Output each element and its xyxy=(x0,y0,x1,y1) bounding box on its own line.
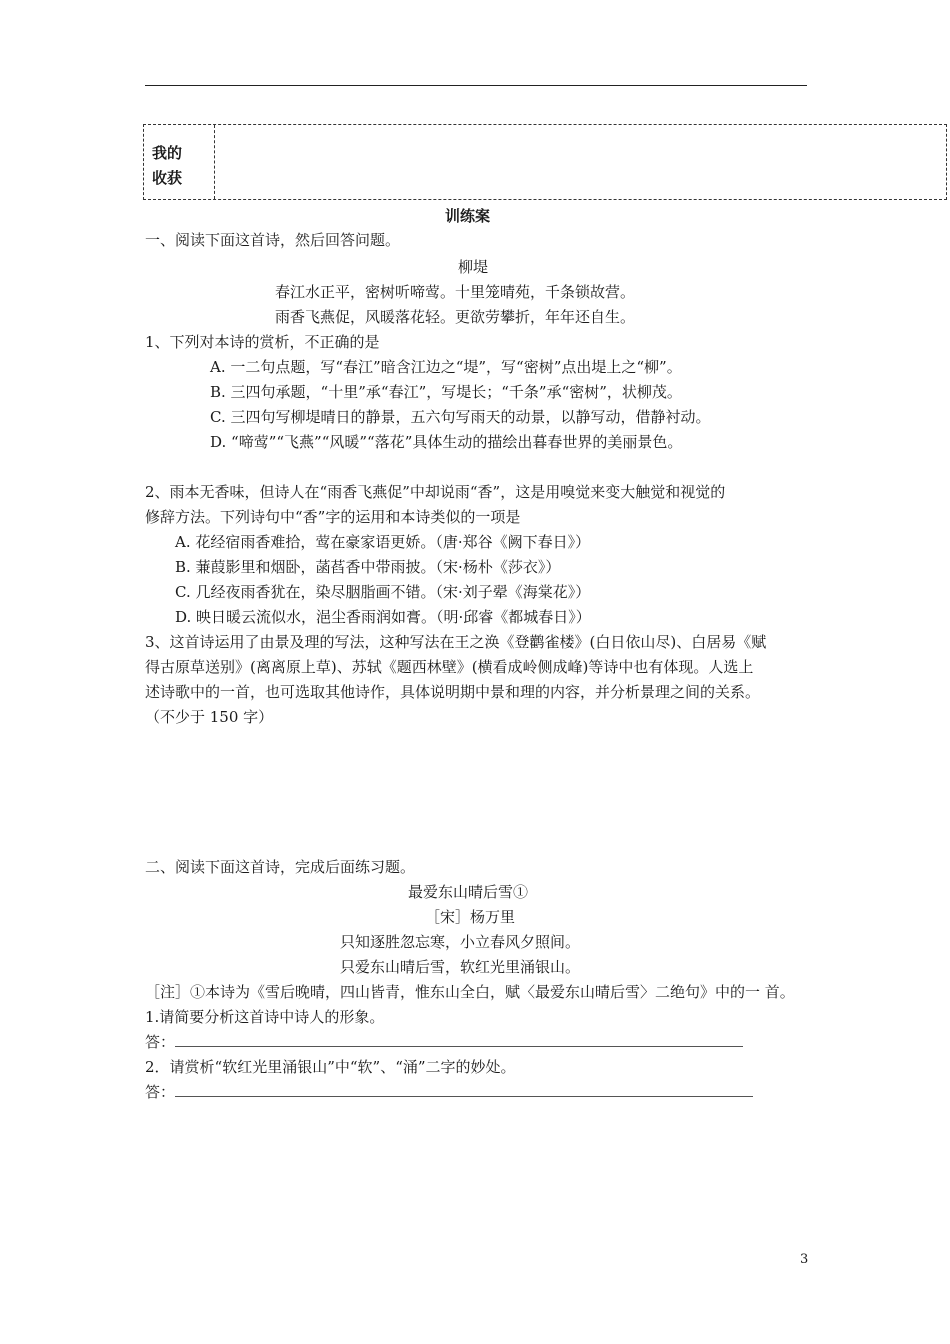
q2-stem-line1: 2、雨本无香味，但诗人在“雨香飞燕促”中却说雨“香”，这是用嗅觉来变大触觉和视觉的 xyxy=(145,483,726,501)
part1-poem-line2: 雨香飞燕促，风暖落花轻。更欲劳攀折，年年还自生。 xyxy=(275,308,636,326)
q2-option-c: C. 几经夜雨香犹在，染尽胭脂画不错。（宋·刘子翚《海棠花》） xyxy=(175,583,591,601)
page-number: 3 xyxy=(800,1252,809,1267)
q3-line4: （不少于 150 字） xyxy=(145,708,274,726)
q2-option-d: D. 映日暖云流似水，浥尘香雨润如膏。（明·邱睿《都城春日》） xyxy=(175,608,591,626)
answer-row-2 xyxy=(145,1080,753,1104)
part2-intro: 二、阅读下面这首诗，完成后面练习题。 xyxy=(145,858,416,876)
part1-intro: 一、阅读下面这首诗，然后回答问题。 xyxy=(145,231,401,249)
q2-stem-line2: 修辞方法。下列诗句中“香”字的运用和本诗类似的一项是 xyxy=(145,508,521,526)
part2-q2: 2．请赏析“软红光里涌银山”中“软”、“涌”二字的妙处。 xyxy=(145,1058,516,1076)
answer-label-2: 答： xyxy=(145,1083,176,1101)
header-rule xyxy=(145,85,807,86)
answer-label-1: 答： xyxy=(145,1033,176,1051)
q3-line2: 得古原草送别》(离离原上草)、苏轼《题西林壁》(横看成岭侧成峰)等诗中也有体现。人选上 xyxy=(145,658,754,676)
part2-poem-author: ［宋］杨万里 xyxy=(425,908,516,926)
q1-option-a: A. 一二句点题，写“春江”暗含江边之“堤”，写“密树”点出堤上之“柳”。 xyxy=(210,358,682,376)
q2-option-b: B. 蒹葭影里和烟卧，菡萏香中带雨披。（宋·杨朴《莎衣》） xyxy=(175,558,561,576)
q2-option-a: A. 花经宿雨香难拾，莺在豪家语更娇。（唐·郑谷《阙下春日》） xyxy=(175,533,591,551)
q1-option-c: C. 三四句写柳堤晴日的静景，五六句写雨天的动景，以静写动，借静衬动。 xyxy=(210,408,711,426)
section-title: 训练案 xyxy=(445,207,491,225)
harvest-box xyxy=(143,124,947,200)
harvest-label-line1: 我的 xyxy=(152,144,183,162)
q1-option-b: B. 三四句承题，“十里”承“春江”，写堤长；“千条”承“密树”，状柳茂。 xyxy=(210,383,682,401)
harvest-label xyxy=(152,141,182,191)
q3-line1: 3、这首诗运用了由景及理的写法，这种写法在王之涣《登鹳雀楼》(白日依山尽)、白居易《赋 xyxy=(145,633,767,651)
q1-stem: 1、下列对本诗的赏析，不正确的是 xyxy=(145,333,380,351)
answer-blank-2[interactable] xyxy=(175,1082,753,1097)
part2-poem-line2: 只爱东山晴后雪，软红光里涌银山。 xyxy=(340,958,581,976)
q1-option-d: D. “啼莺”“飞燕”“风暖”“落花”具体生动的描绘出暮春世界的美丽景色。 xyxy=(210,433,683,451)
part2-note: ［注］①本诗为《雪后晚晴，四山皆青，惟东山全白，赋〈最爱东山晴后雪〉二绝句》中的一 首。 xyxy=(145,983,795,1001)
answer-blank-1[interactable] xyxy=(175,1032,743,1047)
harvest-label-line2: 收获 xyxy=(152,169,183,187)
part2-q1: 1.请简要分析这首诗中诗人的形象。 xyxy=(145,1008,385,1026)
harvest-box-divider xyxy=(214,125,215,199)
q3-line3: 述诗歌中的一首，也可选取其他诗作，具体说明期中景和理的内容，并分析景理之间的关系。 xyxy=(145,683,761,701)
part2-poem-title: 最爱东山晴后雪① xyxy=(408,883,529,901)
answer-row-1 xyxy=(145,1030,743,1054)
part2-poem-line1: 只知逐胜忽忘寒，小立春风夕照间。 xyxy=(340,933,581,951)
part1-poem-title: 柳堤 xyxy=(458,258,489,276)
part1-poem-line1: 春江水正平，密树听啼莺。十里笼晴苑，千条锁故营。 xyxy=(275,283,636,301)
